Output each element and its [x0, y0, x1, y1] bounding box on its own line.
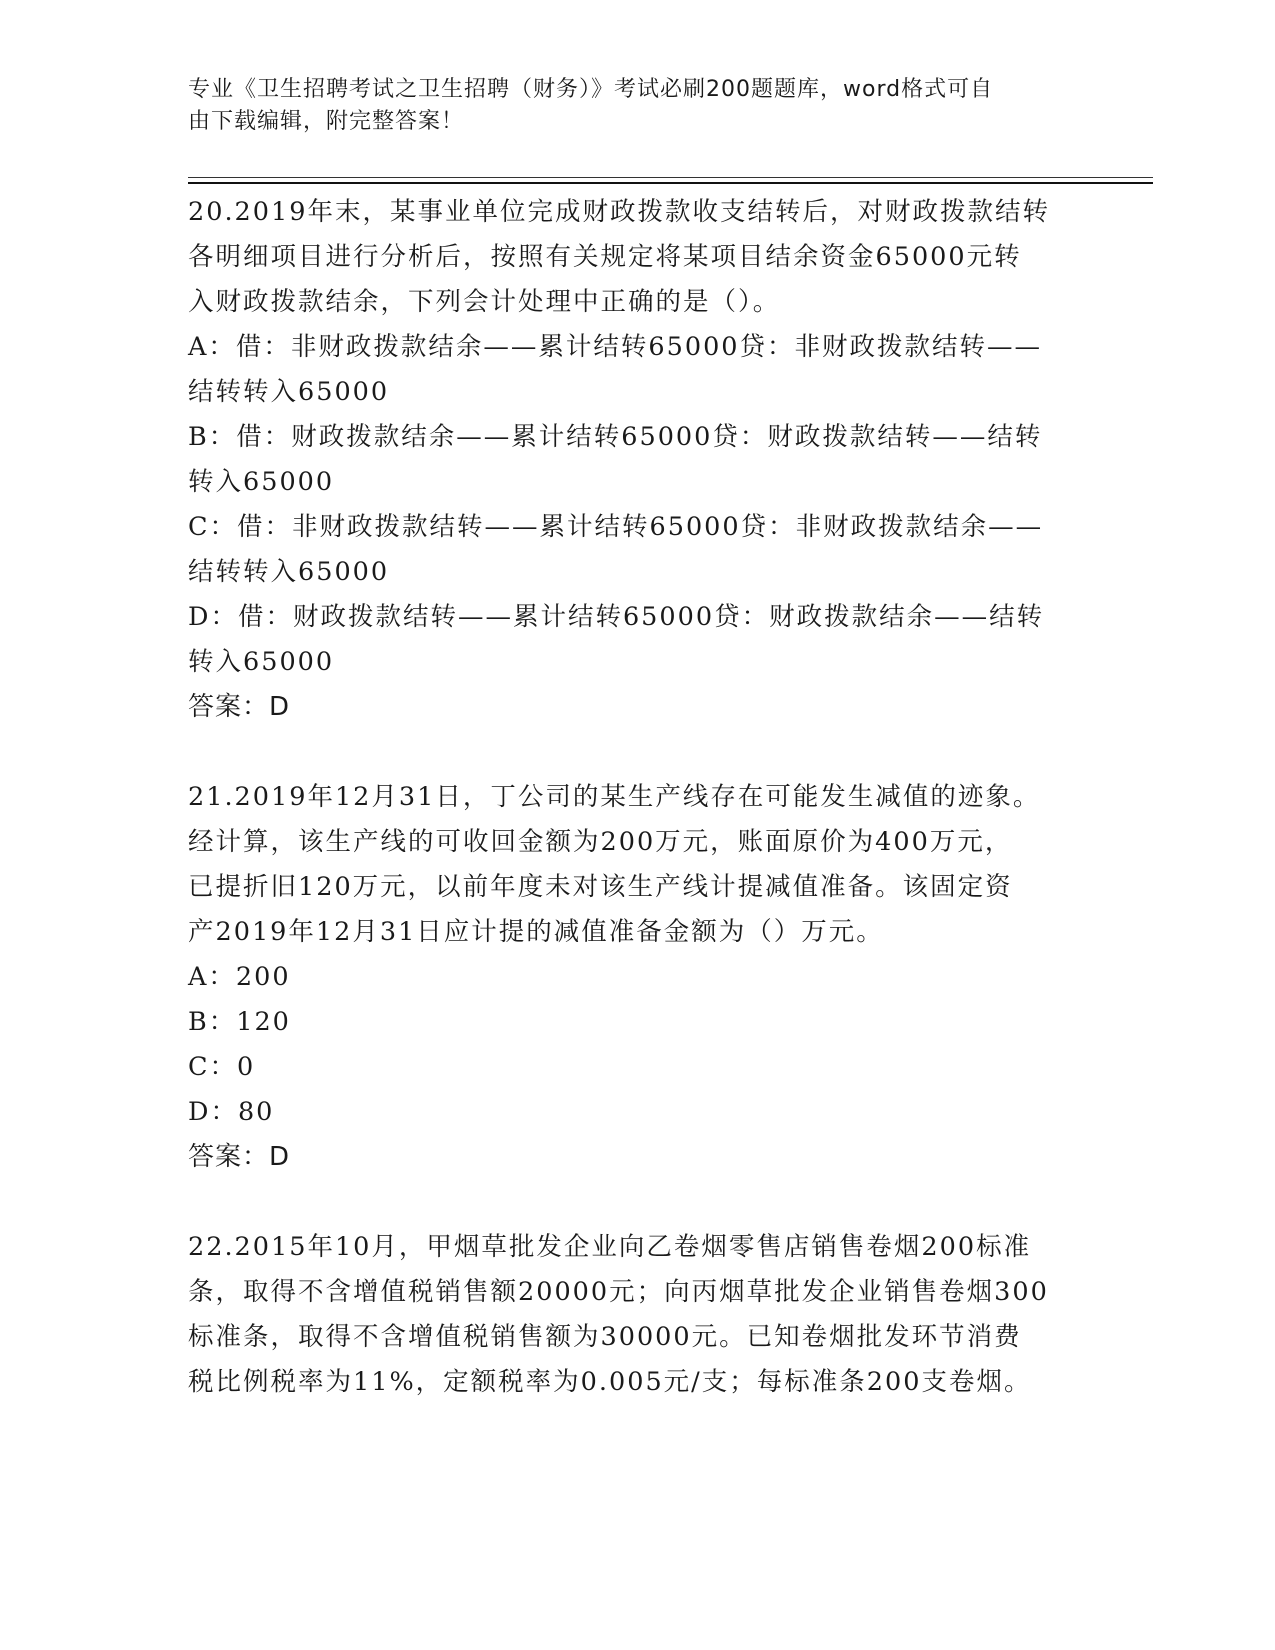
header-line-1: 专业《卫生招聘考试之卫生招聘（财务）》考试必刷200题题库，word格式可自	[188, 77, 994, 102]
question-line: 税比例税率为11%，定额税率为0.005元/支；每标准条200支卷烟。	[188, 1367, 1032, 1397]
option-b: B：120	[188, 1007, 291, 1037]
option-line: 转入65000	[188, 467, 335, 497]
question-line: 经计算，该生产线的可收回金额为200万元，账面原价为400万元，	[188, 827, 1013, 857]
question-22	[188, 1225, 1088, 1405]
option-line: 转入65000	[188, 647, 335, 677]
question-spacer	[188, 1180, 1088, 1225]
header-divider-thick	[188, 182, 1153, 184]
document-header	[188, 74, 1068, 138]
question-line: 各明细项目进行分析后，按照有关规定将某项目结余资金65000元转	[188, 242, 1022, 272]
question-line: 标准条，取得不含增值税销售额为30000元。已知卷烟批发环节消费	[188, 1322, 1022, 1352]
question-line: 20.2019年末，某事业单位完成财政拨款收支结转后，对财政拨款结转	[188, 197, 1050, 227]
question-text	[188, 190, 1088, 325]
option-a: A：200	[188, 962, 291, 992]
option-line: C：借：非财政拨款结转——累计结转65000贷：非财政拨款结余——	[188, 512, 1044, 542]
question-line: 22.2015年10月，甲烟草批发企业向乙卷烟零售店销售卷烟200标准	[188, 1232, 1032, 1262]
option-c	[188, 505, 1088, 595]
option-b	[188, 415, 1088, 505]
question-21	[188, 775, 1088, 1180]
question-20	[188, 190, 1088, 730]
option-line: B：借：财政拨款结余——累计结转65000贷：财政拨款结转——结转	[188, 422, 1043, 452]
option-line: 结转转入65000	[188, 557, 390, 587]
question-line: 条，取得不含增值税销售额20000元；向丙烟草批发企业销售卷烟300	[188, 1277, 1049, 1307]
option-d: D：80	[188, 1097, 275, 1127]
option-line: D：借：财政拨款结转——累计结转65000贷：财政拨款结余——结转	[188, 602, 1045, 632]
answer-label: 答案：D	[188, 1142, 291, 1172]
question-line: 入财政拨款结余，下列会计处理中正确的是（）。	[188, 287, 781, 317]
question-line: 21.2019年12月31日，丁公司的某生产线存在可能发生减值的迹象。	[188, 782, 1041, 812]
question-spacer	[188, 730, 1088, 775]
option-a	[188, 325, 1088, 415]
option-c: C：0	[188, 1052, 256, 1082]
question-line: 已提折旧120万元，以前年度未对该生产线计提减值准备。该固定资	[188, 872, 1013, 902]
question-list	[188, 190, 1088, 1405]
header-divider-thin	[188, 177, 1153, 178]
header-line-2: 由下载编辑，附完整答案！	[188, 109, 465, 134]
question-text	[188, 1225, 1088, 1405]
question-text	[188, 775, 1088, 955]
option-line: A：借：非财政拨款结余——累计结转65000贷：非财政拨款结转——	[188, 332, 1043, 362]
answer-label: 答案：D	[188, 692, 291, 722]
option-line: 结转转入65000	[188, 377, 390, 407]
option-d	[188, 595, 1088, 685]
question-line: 产2019年12月31日应计提的减值准备金额为（）万元。	[188, 917, 884, 947]
